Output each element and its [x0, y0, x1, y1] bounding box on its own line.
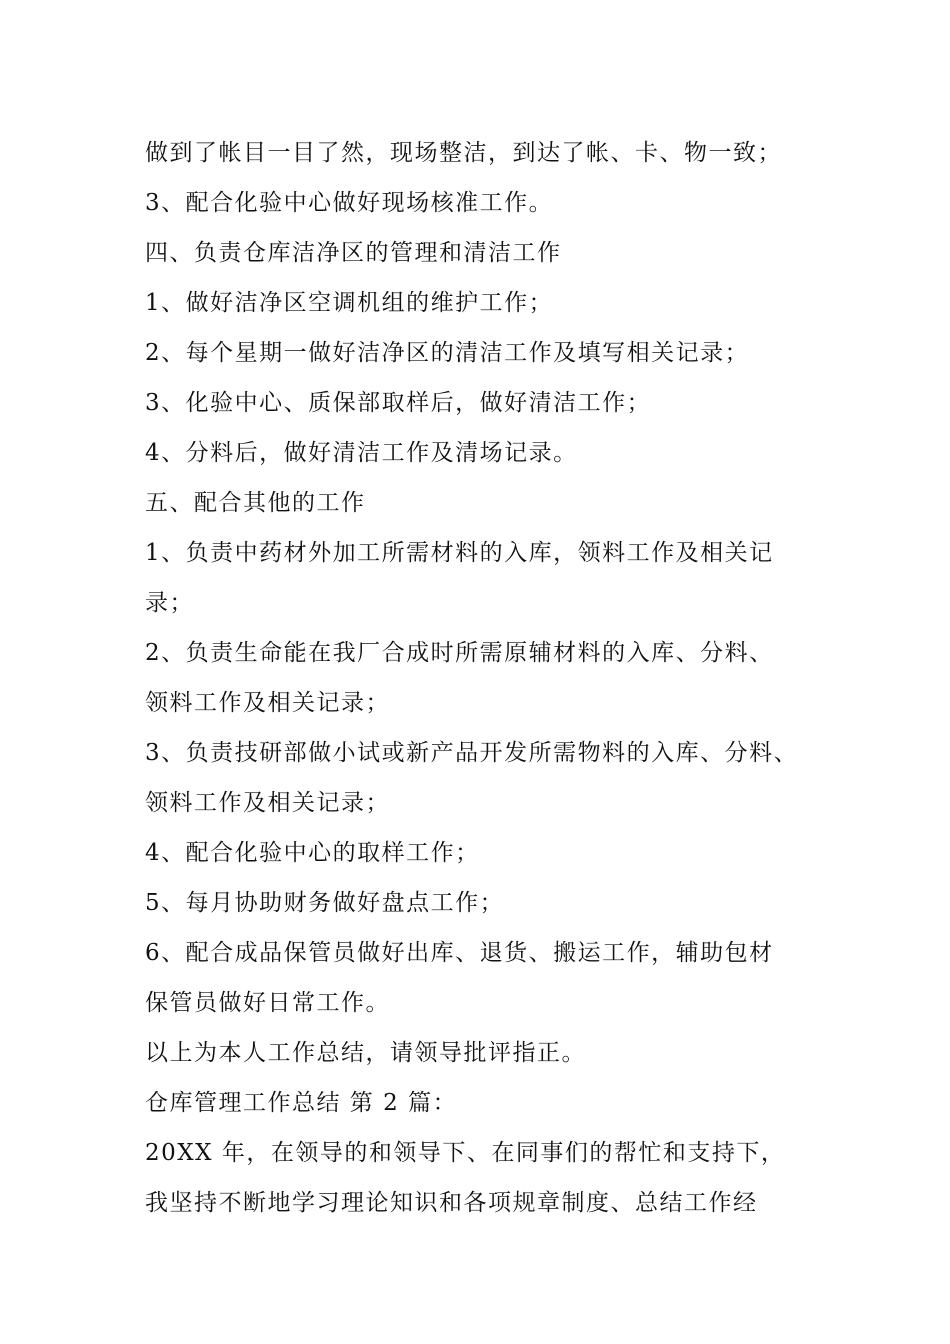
text-line: 领料工作及相关记录； [145, 690, 390, 716]
text-line: 1、负责中药材外加工所需材料的入库，领料工作及相关记 [145, 540, 774, 566]
text-line: 2、负责生命能在我厂合成时所需原辅材料的入库、分料、 [145, 640, 774, 666]
section-heading: 五、配合其他的工作 [145, 490, 366, 516]
text-line: 20XX 年，在领导的和领导下、在同事们的帮忙和支持下， [145, 1140, 786, 1166]
text-line: 以上为本人工作总结，请领导批评指正。 [145, 1040, 586, 1066]
text-line: 领料工作及相关记录； [145, 790, 390, 816]
text-line: 1、做好洁净区空调机组的维护工作； [145, 290, 554, 316]
text-line: 做到了帐目一目了然，现场整洁，到达了帐、卡、物一致； [145, 140, 782, 166]
text-line: 6、配合成品保管员做好出库、退货、搬运工作，辅助包材 [145, 940, 774, 966]
text-line: 5、每月协助财务做好盘点工作； [145, 890, 505, 916]
text-line: 保管员做好日常工作。 [145, 990, 390, 1016]
text-line: 我坚持不断地学习理论知识和各项规章制度、总结工作经 [145, 1190, 758, 1216]
text-line: 4、分料后，做好清洁工作及清场记录。 [145, 440, 578, 466]
document-body [145, 128, 835, 1228]
section-heading: 四、负责仓库洁净区的管理和清洁工作 [145, 240, 562, 266]
article-heading: 仓库管理工作总结 第 2 篇： [145, 1090, 458, 1116]
text-line: 录； [145, 590, 194, 616]
text-line: 4、配合化验中心的取样工作； [145, 840, 480, 866]
text-line: 2、每个星期一做好洁净区的清洁工作及填写相关记录； [145, 340, 750, 366]
text-line: 3、配合化验中心做好现场核准工作。 [145, 190, 554, 216]
text-line: 3、化验中心、质保部取样后，做好清洁工作； [145, 390, 652, 416]
text-line: 3、负责技研部做小试或新产品开发所需物料的入库、分料、 [145, 740, 799, 766]
